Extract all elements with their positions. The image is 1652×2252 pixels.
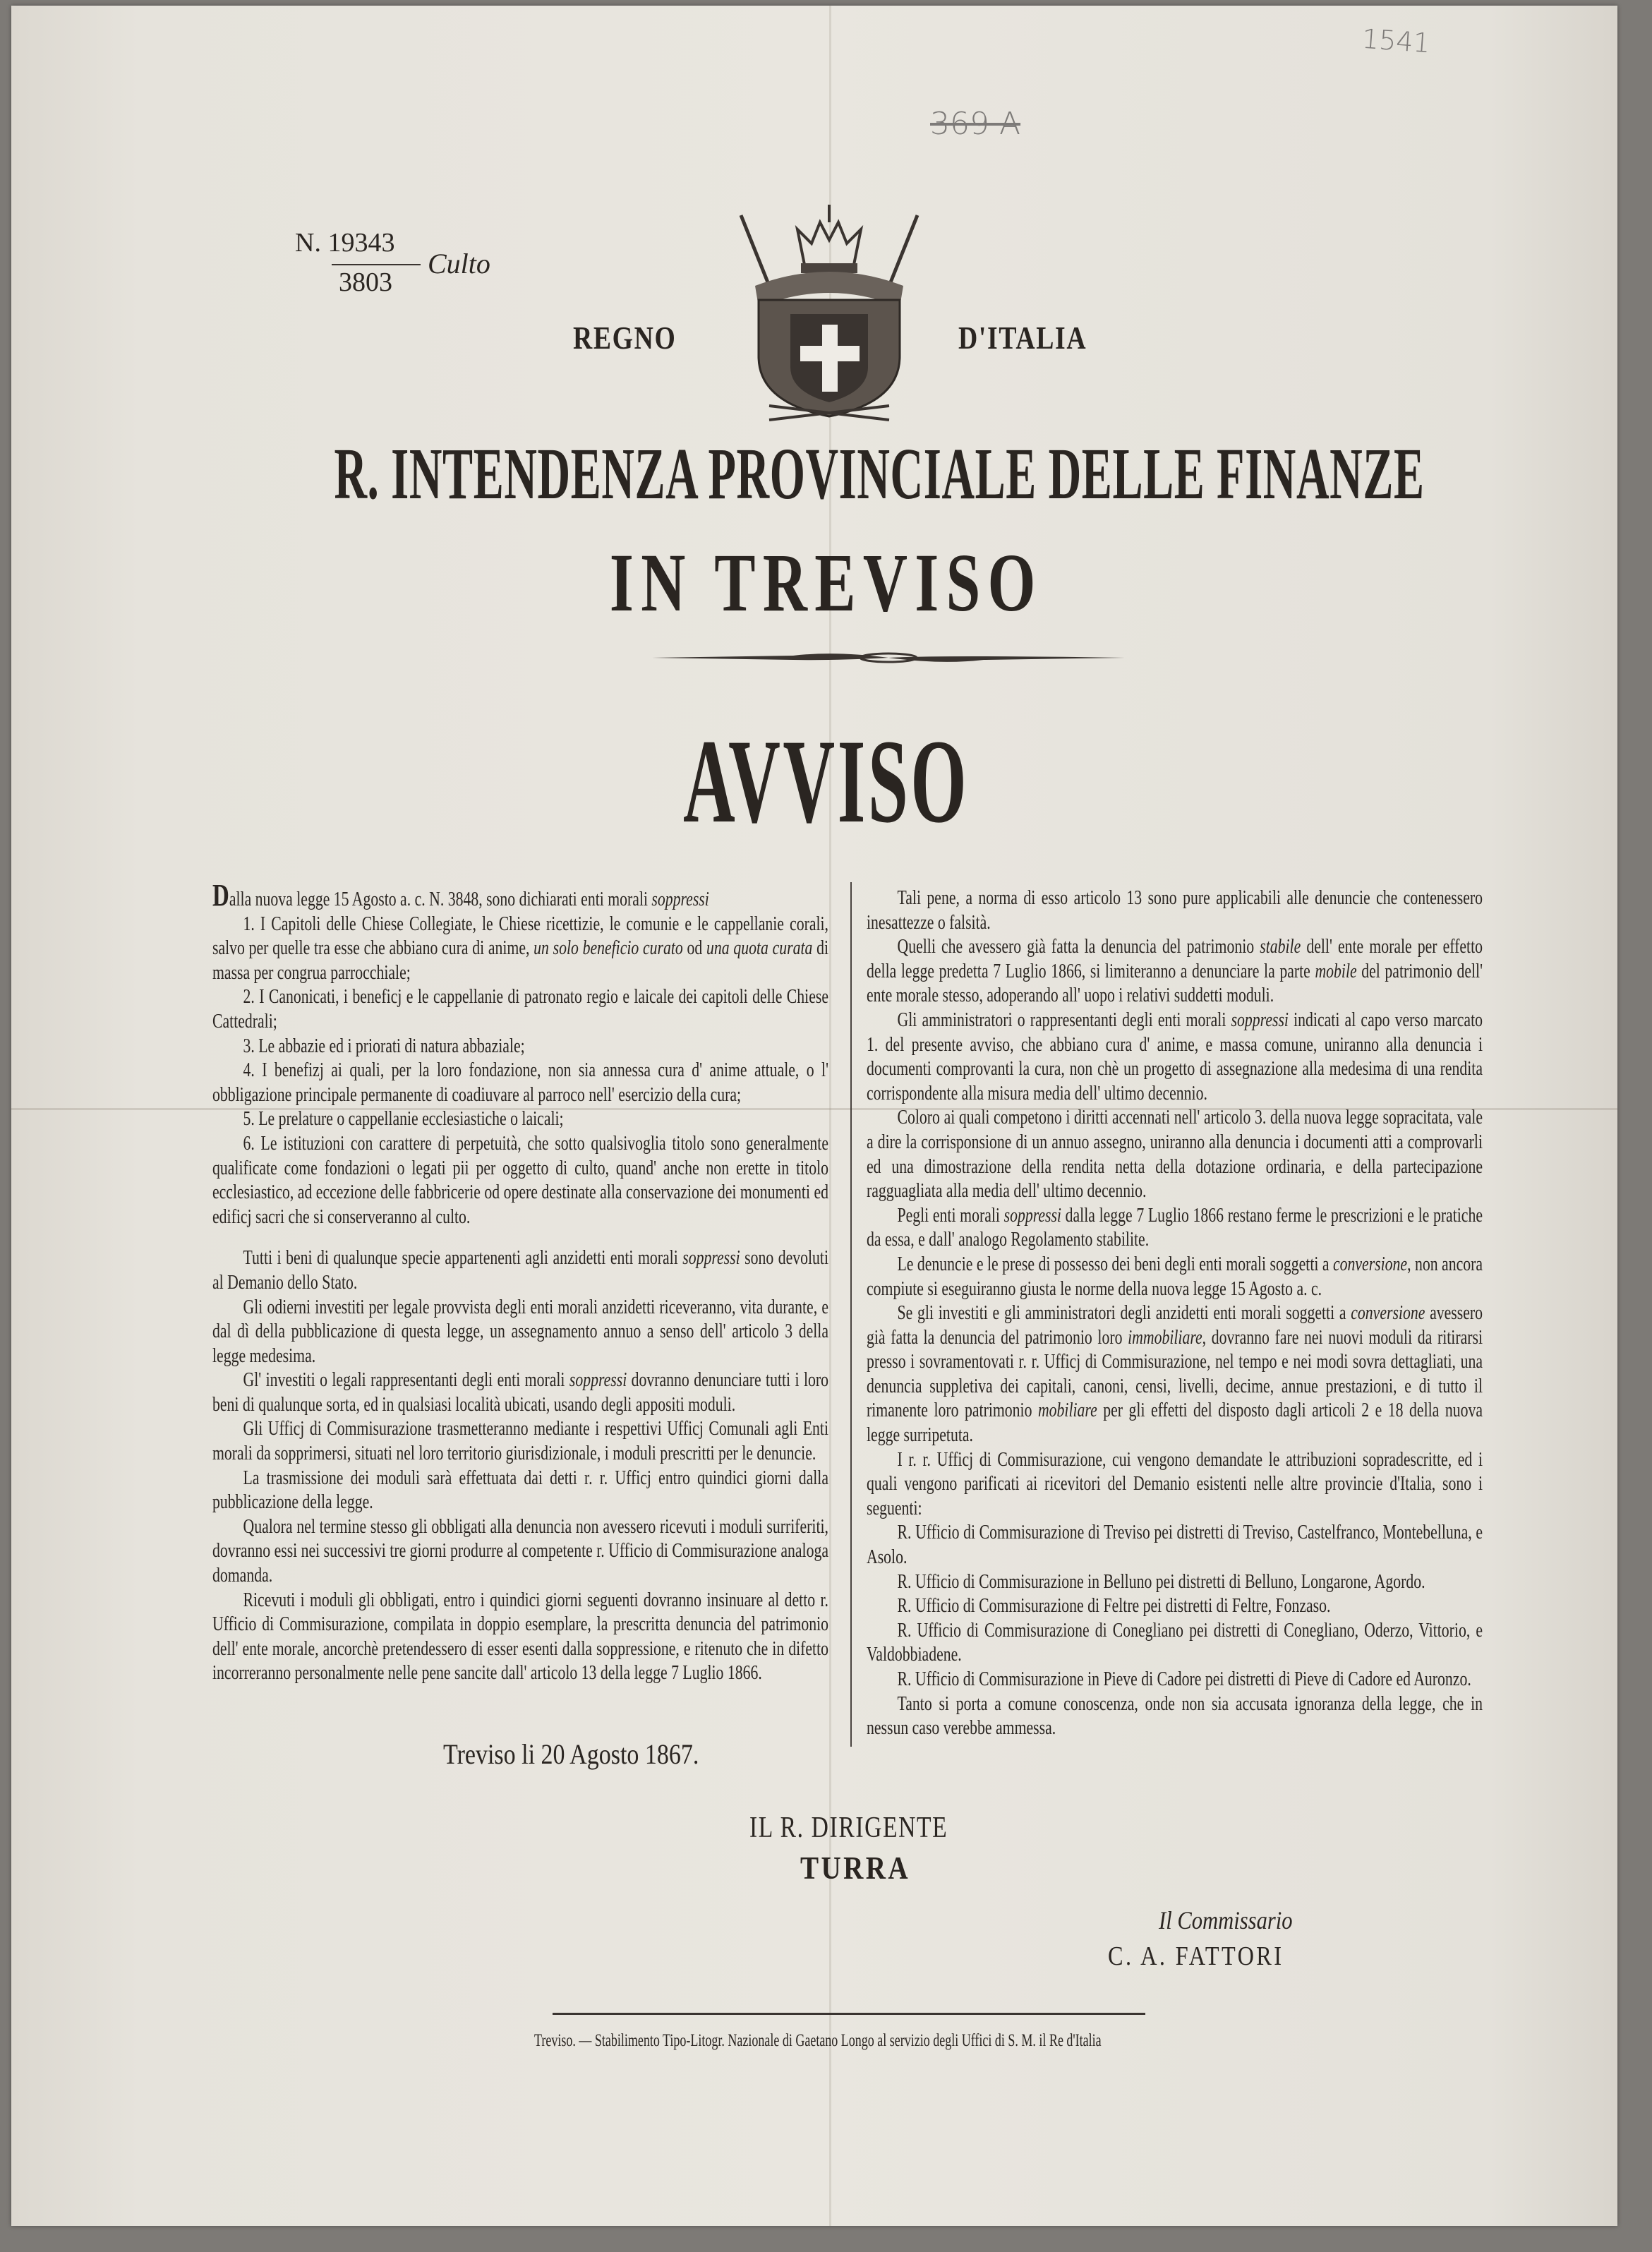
text-run: R. Ufficio di Commisurazione in Pieve di Cadore pei distretti di Pieve di Cadore ed Auronzo.: [897, 1668, 1471, 1690]
paragraph: [867, 934, 1483, 1008]
text-run: R. Ufficio di Commisurazione di Conegliano pei distretti di Conegliano, Oderzo, Vittorio, e Valdobbiadene.: [867, 1618, 1483, 1666]
text-run: dell' ente morale per effetto della legge predetta 7 Luglio 1866, si limiteranno a denunciare la parte: [867, 935, 1483, 982]
paragraph: [867, 1008, 1483, 1105]
paragraph: [867, 1447, 1483, 1521]
text-run: La trasmissione dei moduli sarà effettuata dai detti r. r. Ufficj entro quindici giorni dalla pubblicazione della legge.: [212, 1466, 828, 1514]
italic-text-run: una quota curata: [706, 937, 813, 960]
text-run: avessero già fatta la denuncia del patrimonio loro: [867, 1301, 1483, 1349]
struck-handwritten-number: 369 A: [930, 106, 1021, 142]
text-run: alla nuova legge 15 Agosto a. c. N. 3848, sono dichiarati enti morali: [229, 888, 652, 910]
italic-text-run: stabile: [1260, 935, 1301, 958]
column-divider: [850, 882, 852, 1747]
paragraph: [212, 1131, 828, 1229]
paragraph: [212, 1515, 828, 1588]
text-run: 4. I benefizj ai quali, per la loro fondazione, non sia annessa cura d' anime attuale, o l' obbligazione principale permanente di coadiuvare al parroco nell' esercizio della cura;: [212, 1059, 828, 1106]
signer-name: TURRA: [800, 1850, 911, 1886]
paragraph: [867, 1105, 1483, 1203]
italic-text-run: immobiliare: [1128, 1325, 1202, 1349]
paragraph: [212, 985, 828, 1033]
city-title-text: IN TREVISO: [609, 536, 1043, 629]
paragraph: [212, 1416, 828, 1465]
drop-cap: D: [212, 878, 229, 913]
text-run: Tali pene, a norma di esso articolo 13 sono pure applicabili alle denuncie che contenessero inesattezze o falsità.: [867, 886, 1483, 934]
italic-text-run: conversione: [1351, 1301, 1425, 1325]
right-text-column: [867, 886, 1483, 1740]
italic-text-run: conversione: [1332, 1252, 1408, 1275]
fraction-bar: [332, 264, 421, 265]
text-run: Se gli investiti e gli amministratori degli anzidetti enti morali soggetti a: [897, 1301, 1351, 1325]
text-run: R. Ufficio di Commisurazione di Feltre pei distretti di Feltre, Fonzaso.: [897, 1594, 1331, 1618]
text-run: Le denuncie e le prese di possesso dei beni degli enti morali soggetti a: [897, 1252, 1333, 1275]
city-title: [0, 535, 1652, 631]
paragraph: [867, 1570, 1483, 1594]
italic-text-run: mobiliare: [1037, 1399, 1097, 1422]
commissioner-title: Il Commissario: [1159, 1906, 1293, 1934]
paragraph: [867, 1618, 1483, 1667]
italic-text-run: soppressi: [569, 1368, 627, 1392]
paragraph: [212, 1058, 828, 1107]
ornamental-rule: [652, 649, 1125, 666]
protocol-numerator: 19343: [327, 228, 395, 258]
paragraph: [212, 878, 828, 913]
notice-title: [0, 713, 1652, 850]
paragraph: [212, 912, 828, 985]
paragraph: [867, 1520, 1483, 1569]
printer-credit: Treviso. — Stabilimento Tipo-Litogr. Nazionale di Gaetano Longo al servizio degli Uffici di S. M. il Re d'Italia: [534, 2031, 1102, 2050]
text-run: , dovranno fare nei nuovi moduli da ritirarsi presso i sovramentovati r. r. Ufficj di Commisurazione, nel tempo e nei modi sovra dettagliati, una denuncia suppletiva dei capitali, canoni, censi, livelli, decime, annue prestazioni, e di tutto il rimanente loro patrimonio: [867, 1325, 1483, 1422]
paragraph: [867, 1594, 1483, 1618]
italic-text-run: soppressi: [682, 1246, 740, 1270]
text-run: Tutti i beni di qualunque specie appartenenti agli anzidetti enti morali: [243, 1246, 683, 1270]
text-run: di massa per congrua parrocchiale;: [212, 937, 829, 984]
header-italia: D'ITALIA: [958, 320, 1087, 356]
text-run: I r. r. Ufficj di Commisurazione, cui vengono demandate le attribuzioni sopradescritte, ed i quali vengono parificati ai ricevitori del Demanio esistenti nelle altre provincie d'Italia, sono i seguenti:: [867, 1447, 1483, 1519]
italic-text-run: mobile: [1315, 959, 1357, 982]
text-run: , non ancora compiute si eseguiranno giusta le norme della nuova legge 15 Agosto a. c.: [867, 1252, 1483, 1300]
protocol-denominator: 3803: [339, 267, 392, 297]
text-run: od: [682, 937, 706, 960]
text-run: Quelli che avessero già fatta la denuncia del patrimonio: [897, 935, 1260, 958]
signer-title: IL R. DIRIGENTE: [749, 1812, 948, 1844]
paragraph: [867, 1667, 1483, 1692]
text-run: Tanto si porta a comune conoscenza, onde non sia accusata ignoranza della legge, che in nessun caso verebbe ammessa.: [867, 1692, 1483, 1740]
handwritten-number: 1541: [1361, 23, 1432, 59]
protocol-number: [295, 227, 394, 258]
text-run: del patrimonio dell' ente morale stesso, adoperando all' uopo i relativi suddetti moduli.: [867, 959, 1483, 1007]
text-run: R. Ufficio di Commisurazione in Belluno pei distretti di Belluno, Longarone, Agordo.: [897, 1570, 1425, 1593]
notice-title-text: AVVISO: [682, 715, 970, 848]
paragraph: [212, 1588, 828, 1685]
coat-of-arms-emblem: [727, 201, 931, 423]
text-run: 6. Le istituzioni con carattere di perpetuità, che sotto qualsivoglia titolo sono generalmente qualificate come fondazioni o legati pii per oggetto di culto, quand' anche non erette in titolo ecclesiastico, ad eccezione delle fabbricerie od opere destinate alla conservazione dei monumenti ed edificj sacri che si conserveranno al culto.: [212, 1131, 828, 1228]
protocol-category: Culto: [428, 248, 490, 279]
text-run: Gli amministratori o rappresentanti degli enti morali: [897, 1008, 1231, 1031]
text-run: dovranno denunciare tutti i loro beni di qualunque sorta, ed in qualsiasi località ubicati, usando degli appositi moduli.: [212, 1368, 829, 1416]
commissioner-name: C. A. FATTORI: [1108, 1941, 1284, 1971]
header-regno: REGNO: [573, 320, 677, 356]
text-run: Gl' investiti o legali rappresentanti degli enti morali: [243, 1368, 569, 1392]
paragraph: [867, 886, 1483, 934]
text-run: Pegli enti morali: [897, 1203, 1004, 1227]
text-run: sono devoluti al Demanio dello Stato.: [212, 1246, 828, 1294]
italic-text-run: soppressi: [1231, 1008, 1289, 1031]
text-run: Ricevuti i moduli gli obbligati, entro i quindici giorni seguenti dovranno insinuare al detto r. Ufficio di Commisurazione, compilata in doppio esemplare, la prescritta denuncia del patrimonio dell' ente morale, ancorchè pretendessero di esser esenti dalla soppressione, e ritenuto che in difetto incorreranno personalmente nelle pene sancite dall' articolo 13 della legge 7 Luglio 1866.: [212, 1588, 828, 1685]
paragraph: [867, 1301, 1483, 1447]
left-text-column: [212, 878, 829, 1685]
footer-rule: [553, 2013, 1145, 2015]
text-run: indicati al capo verso marcato 1. del presente avviso, che abbiano cura d' anime, e massa comune, uniranno alla denuncia i documenti comprovanti la cura, non chè un progetto di assegnazione alla medesima di una rendita corrispondente alla misura media dell' ultimo decennio.: [867, 1008, 1483, 1104]
paragraph: [212, 1246, 828, 1294]
paragraph: [212, 1295, 828, 1368]
place-date: Treviso li 20 Agosto 1867.: [443, 1738, 699, 1770]
paragraph: [212, 1034, 828, 1059]
office-title: [0, 432, 1652, 516]
text-run: R. Ufficio di Commisurazione di Treviso pei distretti di Treviso, Castelfranco, Montebelluna, e Asolo.: [867, 1521, 1483, 1569]
text-run: Gli Ufficj di Commisurazione trasmetteranno mediante i respettivi Ufficj Comunali agli Enti morali da sopprimersi, situati nel loro territorio giurisdizionale, i moduli prescritti per le denuncie.: [212, 1417, 828, 1465]
italic-text-run: un solo beneficio curato: [533, 937, 683, 960]
italic-text-run: soppressi: [651, 888, 709, 910]
paragraph: [212, 1368, 828, 1416]
paragraph: [212, 1466, 828, 1515]
italic-text-run: soppressi: [1003, 1203, 1061, 1227]
text-run: 2. I Canonicati, i beneficj e le cappellanie di patronato regio e laicale dei capitoli delle Chiese Cattedrali;: [212, 985, 828, 1032]
text-run: Qualora nel termine stesso gli obbligati alla denuncia non avessero ricevuti i moduli surriferiti, dovranno essi nei successivi tre giorni produrre al competente r. Ufficio di Commisurazione analoga domanda.: [212, 1515, 828, 1587]
text-run: per gli effetti del disposto dagli articoli 2 e 18 della nuova legge surripetuta.: [867, 1399, 1483, 1447]
office-title-text: R. INTENDENZA PROVINCIALE DELLE FINANZE: [334, 433, 1425, 514]
paragraph: [867, 1203, 1483, 1252]
text-run: 3. Le abbazie ed i priorati di natura abbaziale;: [243, 1034, 525, 1057]
text-run: 1. I Capitoli delle Chiese Collegiate, le Chiese ricettizie, le comunie e le cappellanie corali, salvo per quelle tra esse che abbiano cura di anime,: [212, 912, 828, 960]
paragraph: [867, 1692, 1483, 1740]
paragraph: [867, 1252, 1483, 1301]
protocol-prefix: N.: [295, 228, 321, 258]
text-run: 5. Le prelature o cappellanie ecclesiastiche o laicali;: [243, 1107, 564, 1131]
text-run: Gli odierni investiti per legale provvista degli enti morali anzidetti riceveranno, vita durante, e dal dì della pubblicazione di questa legge, un assegnamento annuo a senso dell' articolo 3 della legge medesima.: [212, 1295, 828, 1367]
text-run: dalla legge 7 Luglio 1866 restano ferme le prescrizioni e le pratiche da essa, e dall' analogo Regolamento stabilite.: [867, 1203, 1483, 1251]
text-run: Coloro ai quali competono i diritti accennati nell' articolo 3. della nuova legge sopracitata, vale a dire la corrisponsione di un annuo assegno, uniranno alla denuncia i documenti atti a comprovarli ed una dimostrazione della rendita netta della dotazione ordinaria, e della partecipazione ragguagliata alla media dell' ultimo decennio.: [867, 1106, 1483, 1203]
paragraph: [212, 1107, 828, 1131]
